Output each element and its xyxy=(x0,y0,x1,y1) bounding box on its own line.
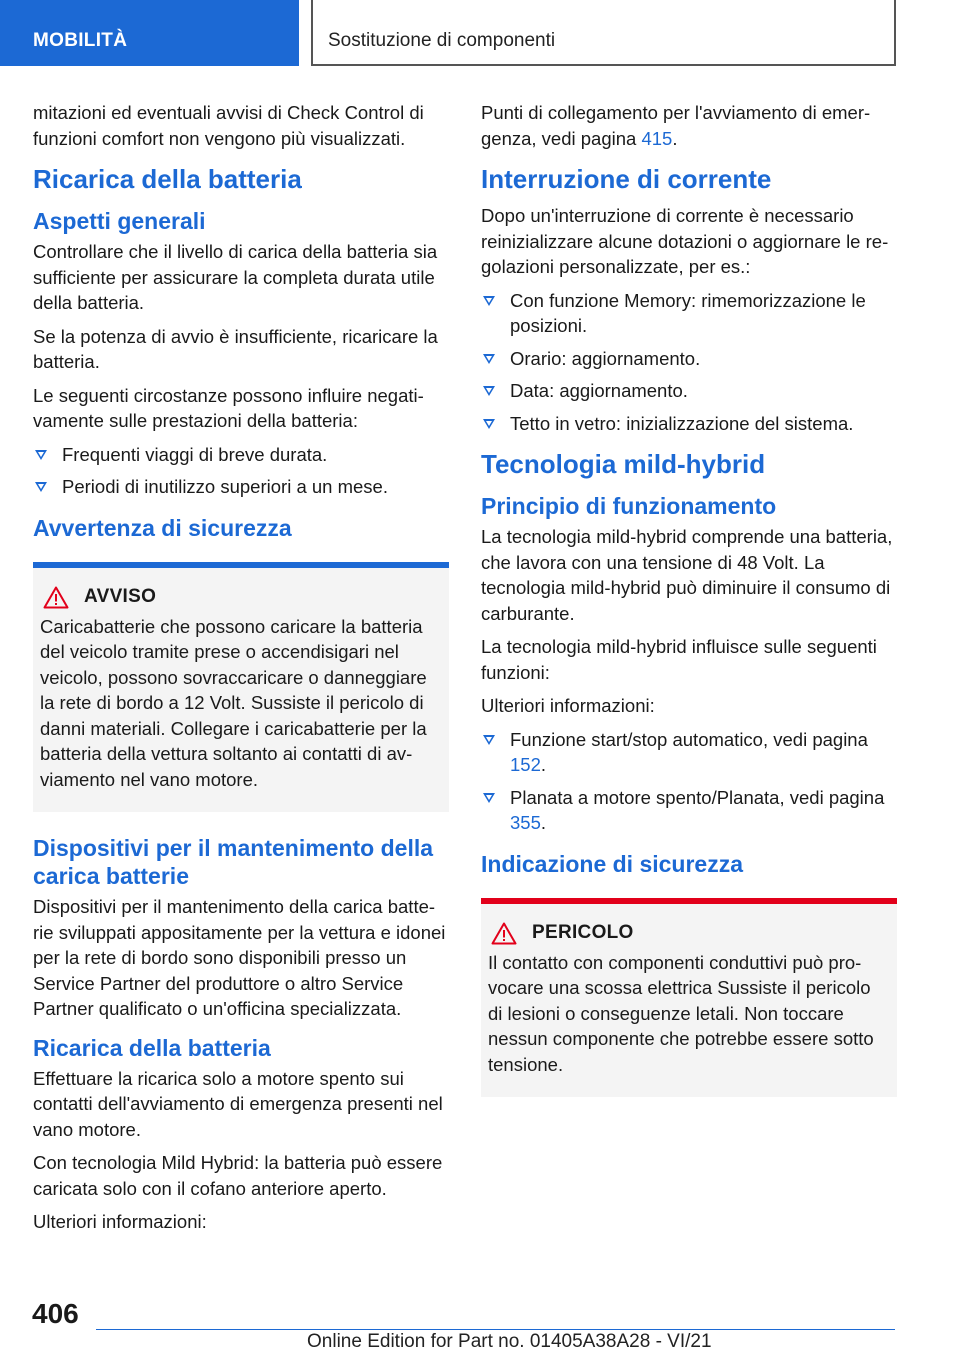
bullet-triangle-icon xyxy=(483,354,495,364)
heading-safety-warning: Avvertenza di sicurezza xyxy=(33,514,292,541)
bullet-list xyxy=(481,727,897,836)
paragraph: Effettuare la ricarica solo a motore spento sui contatti dell'avviamento di emergenza presenti nel vano motore. xyxy=(33,1067,443,1140)
warning-box xyxy=(33,562,449,813)
heading-general: Aspetti generali xyxy=(33,208,206,234)
list-item: Orario: aggiornamento. xyxy=(481,346,897,372)
list-item: Con funzione Memory: rimemorizzazione le posizioni. xyxy=(481,288,897,339)
list-item: Frequenti viaggi di breve durata. xyxy=(33,442,449,468)
bullet-triangle-icon xyxy=(35,450,47,460)
section-tab: MOBILITÀ xyxy=(0,0,299,66)
danger-title: PERICOLO xyxy=(532,922,634,943)
danger-text: Il contatto con componenti conduttivi può provocare una scossa elettrica Sussiste il pericolo di lesioni o conseguenze letali. Non toccare nessun componente che potrebbe essere sotto tensione. xyxy=(488,951,874,1075)
bullet-triangle-icon xyxy=(35,482,47,492)
page-link[interactable]: 152 xyxy=(510,754,541,775)
list-item: Tetto in vetro: inizializzazione del sistema. xyxy=(481,411,897,437)
list-item: Planata a motore spento/Planata, vedi pagina 355. xyxy=(481,785,897,836)
paragraph: Se la potenza di avvio è insufficiente, ricaricare la batteria. xyxy=(33,325,438,372)
list-item: Funzione start/stop automatico, vedi pagina 152. xyxy=(481,727,897,778)
list-item: Periodi di inutilizzo superiori a un mese. xyxy=(33,474,449,500)
heading-battery-charging: Ricarica della batteria xyxy=(33,164,302,194)
paragraph: Dopo un'interruzione di corrente è necessario reinizializzare alcune dotazioni o aggiornare le regolazioni personalizzate, per es.: xyxy=(481,205,889,277)
right-column xyxy=(481,100,897,1119)
heading-safety-note: Indicazione di sicurezza xyxy=(481,850,744,877)
page-link[interactable]: 415 xyxy=(641,127,673,149)
list-item: Data: aggiornamento. xyxy=(481,378,897,404)
danger-triangle-icon xyxy=(491,922,517,945)
heading-operating-principle: Principio di funzionamento xyxy=(481,493,777,519)
page-number: 406 xyxy=(32,1298,79,1329)
intro-paragraph: mitazioni ed eventuali avvisi di Check Control di funzioni comfort non vengono più visualizzati. xyxy=(33,102,424,149)
bullet-triangle-icon xyxy=(483,296,495,306)
bullet-triangle-icon xyxy=(483,386,495,396)
heading-power-interruption: Interruzione di corrente xyxy=(481,164,772,194)
jump-start-paragraph: Punti di collegamento per l'avviamento di emergenza, vedi pagina 415. xyxy=(481,102,871,149)
page-header xyxy=(0,0,960,66)
bullet-list xyxy=(481,288,897,437)
danger-box xyxy=(481,898,897,1098)
bullet-triangle-icon xyxy=(483,735,495,745)
paragraph: Le seguenti circostanze possono influire negativamente sulle prestazioni della batteria: xyxy=(33,384,424,431)
paragraph: Ulteriori informazioni: xyxy=(33,1211,207,1232)
paragraph: Con tecnologia Mild Hybrid: la batteria può essere caricata solo con il cofano anteriore aperto. xyxy=(33,1152,443,1199)
paragraph: La tecnologia mild-hybrid comprende una batteria, che lavora con una tensione di 48 Volt. La tecnologia mild-hybrid può diminuire il consumo di carburante. xyxy=(481,526,893,624)
heading-maintainers: Dispositivi per il mantenimento della carica batterie xyxy=(33,835,434,889)
bullet-triangle-icon xyxy=(483,793,495,803)
warning-text: Caricabatterie che possono caricare la batteria del veicolo tramite prese o accendisigari nel veicolo, possono sovraccaricare o danneggiare la rete di bordo a 12 Volt. Sussiste il pericolo di danni materiali. Collegare i caricabatterie per la batteria della vettura soltanto ai contatti di avviamento nel vano motore. xyxy=(40,615,427,790)
footer-divider xyxy=(96,1329,895,1330)
paragraph: Ulteriori informazioni: xyxy=(481,695,655,716)
paragraph: La tecnologia mild-hybrid influisce sulle seguenti funzioni: xyxy=(481,636,877,683)
page-link[interactable]: 355 xyxy=(510,812,541,833)
chapter-title: Sostituzione di componenti xyxy=(311,0,896,66)
paragraph: Dispositivi per il mantenimento della carica batterie sviluppati appositamente per la vettura e idonei per la rete di bordo sono disponibili presso un Service Partner del produttore o altro Service Partner qualificato o un'officina specializzata. xyxy=(33,896,446,1019)
heading-battery-charging-sub: Ricarica della batteria xyxy=(33,1034,271,1061)
bullet-list xyxy=(33,442,449,500)
paragraph: Controllare che il livello di carica della batteria sia sufficiente per assicurare la completa durata utile della batteria. xyxy=(33,241,438,313)
edition-footer: Online Edition for Part no. 01405A38A28 - VI/21 xyxy=(307,1331,712,1352)
warning-triangle-icon xyxy=(43,586,69,609)
heading-mild-hybrid: Tecnologia mild-hybrid xyxy=(481,449,766,479)
bullet-triangle-icon xyxy=(483,419,495,429)
warning-title: AVVISO xyxy=(84,586,157,607)
left-column xyxy=(33,100,449,1243)
